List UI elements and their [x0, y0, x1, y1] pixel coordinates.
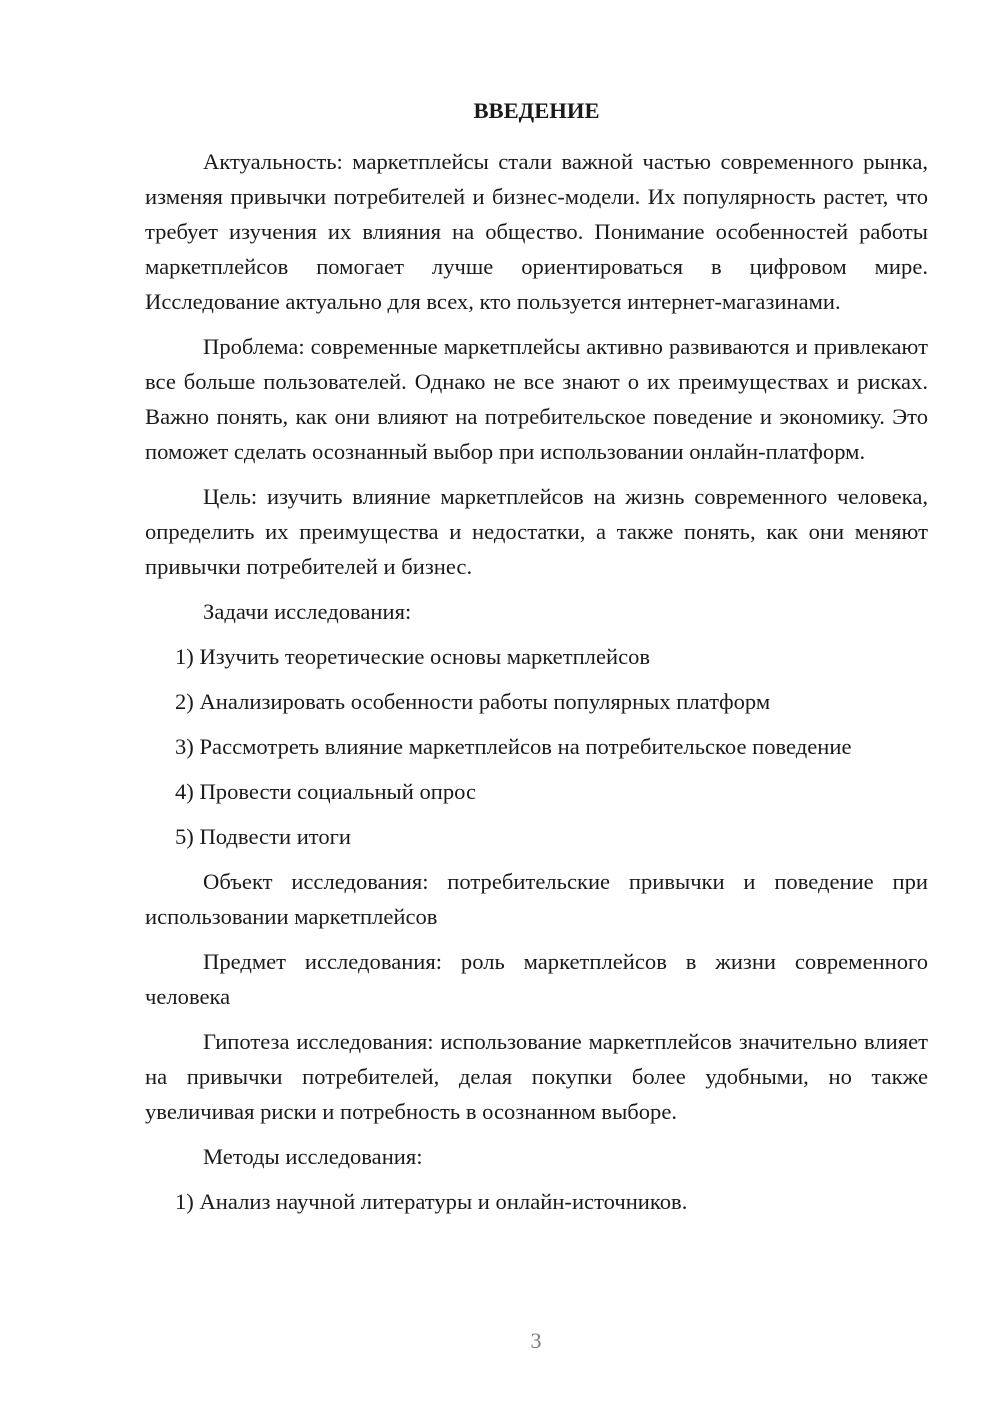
- method-item: 1) Анализ научной литературы и онлайн-источников.: [175, 1189, 688, 1214]
- relevance-paragraph: Актуальность: маркетплейсы стали важной частью современного рынка, изменяя привычки потребителей и бизнес-модели. Их популярность растет, что требует изучения их влияния на общество. Понимание особенностей работы маркетплейсов помогает лучше ориентироваться в цифровом мире. Исследование актуально для всех, кто пользуется интернет-магазинами.: [145, 149, 928, 314]
- task-item: 3) Рассмотреть влияние маркетплейсов на потребительское поведение: [175, 734, 852, 759]
- subject-paragraph: Предмет исследования: роль маркетплейсов в жизни современного человека: [145, 949, 928, 1009]
- page-content: [145, 95, 928, 1229]
- task-item: 5) Подвести итоги: [175, 824, 352, 849]
- page-number: 3: [530, 1328, 542, 1353]
- object-paragraph: Объект исследования: потребительские привычки и поведение при использовании маркетплейсов: [145, 869, 928, 929]
- methods-heading: Методы исследования:: [203, 1144, 423, 1169]
- goal-paragraph: Цель: изучить влияние маркетплейсов на жизнь современного человека, определить их преимущества и недостатки, а также понять, как они меняют привычки потребителей и бизнес.: [145, 484, 928, 579]
- methods-list: [145, 1184, 928, 1219]
- task-item: 2) Анализировать особенности работы популярных платформ: [175, 689, 771, 714]
- hypothesis-paragraph: Гипотеза исследования: использование маркетплейсов значительно влияет на привычки потребителей, делая покупки более удобными, но также увеличивая риски и потребность в осознанном выборе.: [145, 1029, 928, 1124]
- section-title: ВВЕДЕНИЕ: [473, 98, 600, 123]
- task-item: 4) Провести социальный опрос: [175, 779, 477, 804]
- problem-paragraph: Проблема: современные маркетплейсы активно развиваются и привлекают все больше пользователей. Однако не все знают о их преимуществах и рисках. Важно понять, как они влияют на потребительское поведение и экономику. Это поможет сделать осознанный выбор при использовании онлайн-платформ.: [145, 334, 928, 464]
- tasks-list: [145, 639, 928, 854]
- tasks-heading: Задачи исследования:: [203, 599, 412, 624]
- task-item: 1) Изучить теоретические основы маркетплейсов: [175, 644, 651, 669]
